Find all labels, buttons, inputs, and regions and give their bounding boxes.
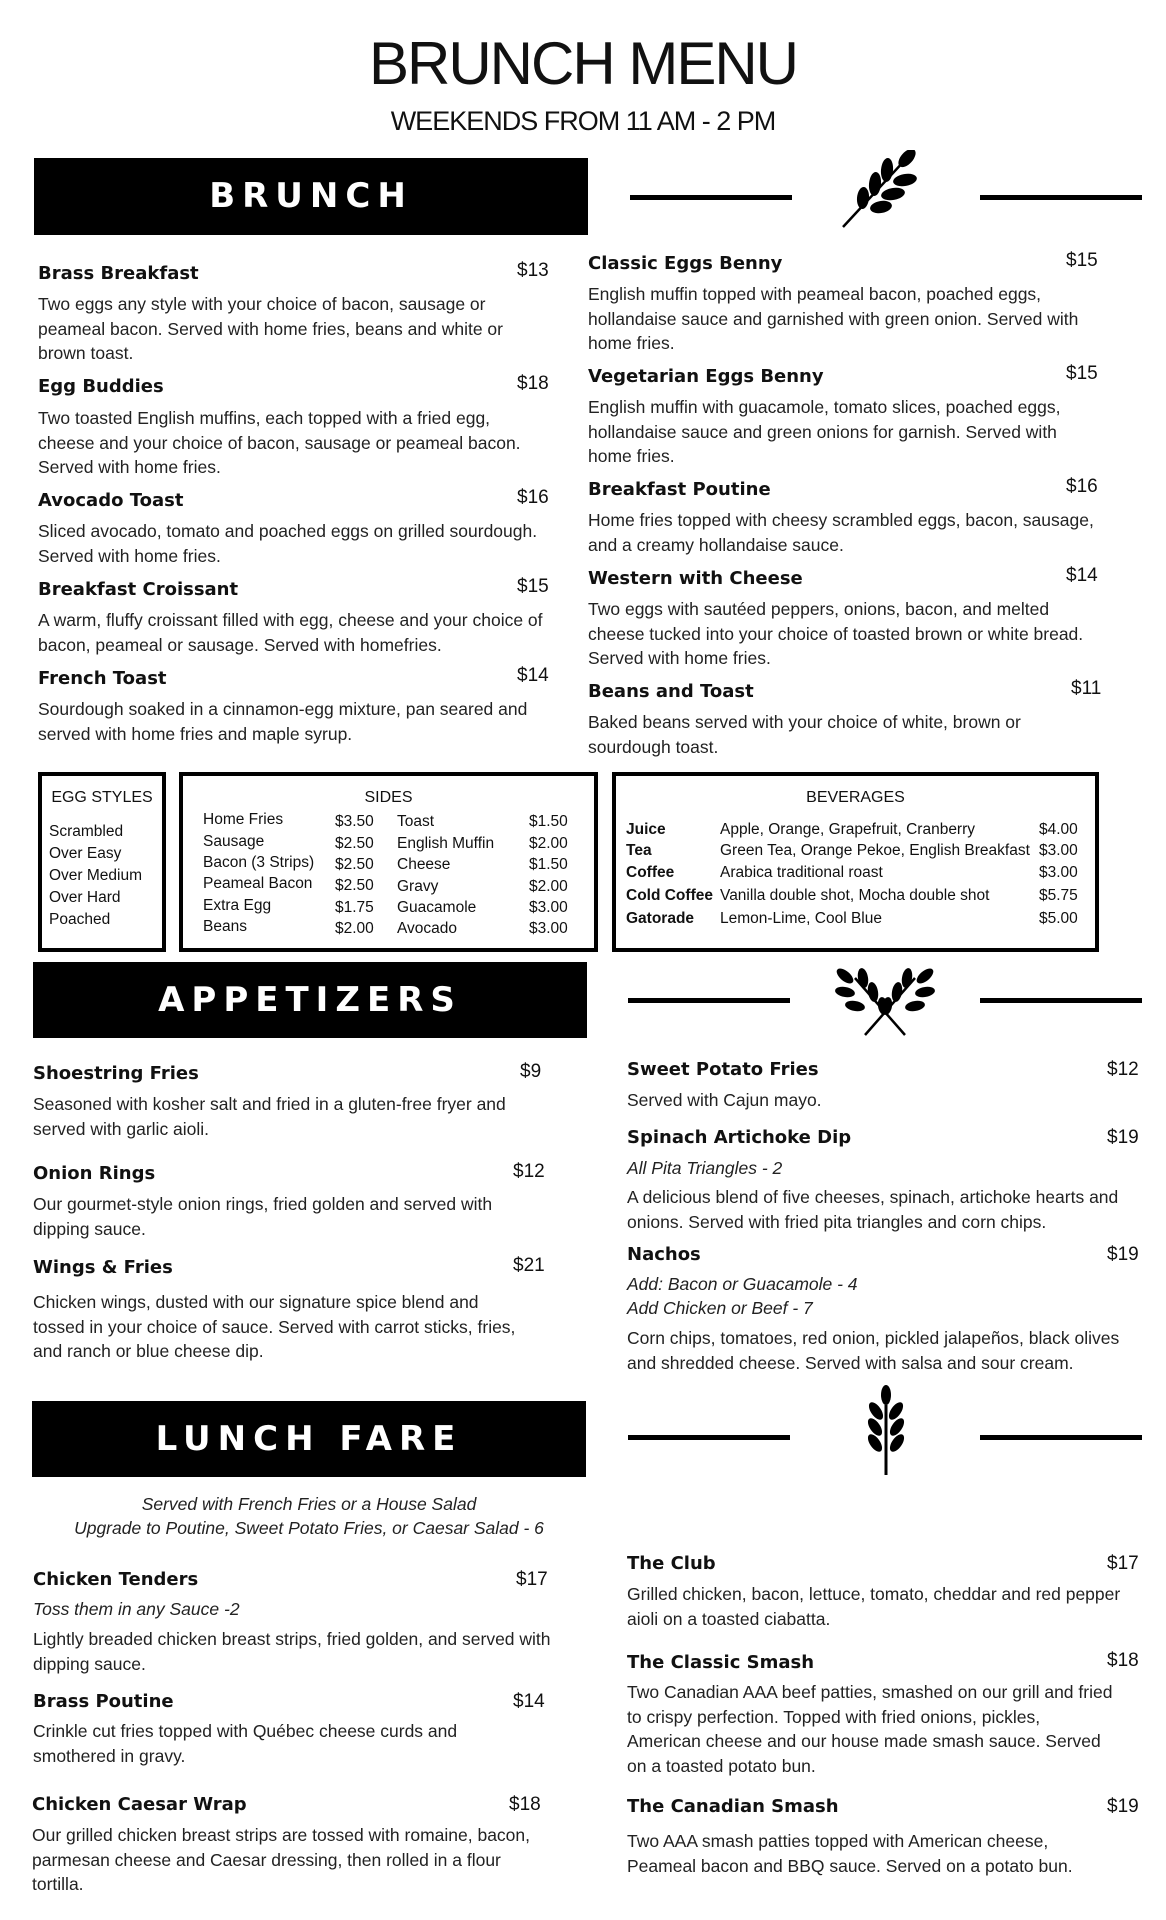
wheat-stalk-icon (858, 1385, 914, 1477)
side-item-name: Home Fries (203, 811, 284, 828)
menu-item-name: Spinach Artichoke Dip (627, 1127, 852, 1148)
menu-item-note: Add: Bacon or Guacamole - 4 (627, 1274, 858, 1294)
menu-item-name: Onion Rings (33, 1163, 156, 1184)
menu-item-desc: Corn chips, tomatoes, red onion, pickled jalapeños, black olives and shredded cheese. Served with salsa and sour cream. (627, 1328, 1120, 1373)
divider-rule (980, 1435, 1142, 1440)
menu-item-name: Wings & Fries (33, 1257, 173, 1278)
side-item-price: $2.50 (335, 877, 374, 894)
menu-item-name: Vegetarian Eggs Benny (588, 366, 824, 387)
side-item-price: $2.50 (335, 835, 374, 852)
side-item-name: Gravy (397, 878, 439, 895)
crossed-wheat-icon (825, 968, 945, 1038)
side-item-price: $3.50 (335, 813, 374, 830)
menu-item-desc: Crinkle cut fries topped with Québec cheese curds and smothered in gravy. (33, 1721, 458, 1766)
side-item-name: Peameal Bacon (203, 875, 313, 892)
side-item-price: $3.00 (529, 899, 568, 916)
menu-item-price: $19 (1107, 1796, 1139, 1817)
menu-item-desc: Grilled chicken, bacon, lettuce, tomato, cheddar and red pepper aioli on a toasted ciabatta. (627, 1584, 1121, 1629)
menu-item-desc: Two AAA smash patties topped with American cheese, Peameal bacon and BBQ sauce. Served on a potato bun. (627, 1831, 1073, 1876)
side-item-name: Toast (397, 813, 435, 830)
menu-item-desc: A delicious blend of five cheeses, spinach, artichoke hearts and onions. Served with fried pita triangles and corn chips. (627, 1187, 1119, 1232)
menu-item-price: $13 (517, 260, 549, 281)
side-item-name: English Muffin (397, 835, 495, 852)
beverage-price: $3.00 (1039, 864, 1078, 881)
menu-item-desc: English muffin with guacamole, tomato slices, poached eggs, hollandaise sauce and green onions for garnish. Served with home fries. (588, 397, 1061, 466)
menu-item-name: Brass Poutine (33, 1691, 174, 1712)
menu-item-price: $14 (513, 1691, 545, 1712)
side-item-name: Extra Egg (203, 897, 272, 914)
menu-item-name: Chicken Tenders (33, 1569, 199, 1590)
menu-item-desc: A warm, fluffy croissant filled with egg, cheese and your choice of bacon, peameal or sausage. Served with homefries. (38, 610, 543, 655)
side-item-price: $2.00 (529, 835, 568, 852)
menu-item-name: Egg Buddies (38, 376, 164, 397)
divider-rule (628, 1435, 790, 1440)
menu-item-note: Add Chicken or Beef - 7 (627, 1298, 813, 1318)
section-title-lunch: LUNCH FARE (155, 1419, 463, 1459)
egg-style-item: Over Medium (49, 867, 143, 884)
menu-item-name: The Classic Smash (627, 1652, 815, 1673)
menu-item-desc: Two eggs any style with your choice of bacon, sausage or peameal bacon. Served with home fries, beans and white or brown toast. (38, 294, 503, 363)
section-title-appetizers: APPETIZERS (158, 980, 462, 1020)
menu-item-price: $11 (1071, 678, 1102, 699)
section-banner-brunch (34, 158, 588, 235)
menu-item-name: Avocado Toast (38, 490, 184, 511)
menu-item-name: The Canadian Smash (627, 1796, 839, 1817)
divider-rule (628, 998, 790, 1003)
menu-item-desc: English muffin topped with peameal bacon, poached eggs, hollandaise sauce and garnished with green onion. Served with home fries. (588, 284, 1079, 353)
menu-item-price: $19 (1107, 1127, 1139, 1148)
divider-rule (980, 195, 1142, 200)
beverage-options: Apple, Orange, Grapefruit, Cranberry (720, 821, 976, 838)
side-item-price: $1.50 (529, 813, 568, 830)
menu-item-desc: Sliced avocado, tomato and poached eggs on grilled sourdough. Served with home fries. (38, 521, 538, 566)
menu-item-name: Western with Cheese (588, 568, 803, 589)
menu-item-name: Breakfast Croissant (38, 579, 239, 600)
menu-item-note: Toss them in any Sauce -2 (33, 1599, 240, 1619)
menu-item-name: Nachos (627, 1244, 701, 1265)
beverage-price: $4.00 (1039, 821, 1078, 838)
menu-item-price: $15 (1066, 363, 1098, 384)
egg-style-item: Over Hard (49, 889, 121, 906)
beverage-name: Tea (626, 842, 652, 859)
beverages-title: BEVERAGES (806, 789, 905, 806)
menu-item-desc: Chicken wings, dusted with our signature spice blend and tossed in your choice of sauce. Served with carrot sticks, fries, and ranch or blue cheese dip. (33, 1292, 516, 1361)
side-item-price: $2.50 (335, 856, 374, 873)
section-banner-lunch (32, 1401, 586, 1477)
beverage-options: Green Tea, Orange Pekoe, English Breakfast (720, 842, 1030, 859)
menu-item-name: Chicken Caesar Wrap (32, 1794, 247, 1815)
beverage-name: Coffee (626, 864, 675, 881)
egg-styles-box (38, 772, 166, 952)
menu-item-desc: Our gourmet-style onion rings, fried golden and served with dipping sauce. (33, 1194, 493, 1239)
egg-styles-title: EGG STYLES (51, 789, 153, 806)
menu-item-name: The Club (627, 1553, 716, 1574)
menu-item-name: Classic Eggs Benny (588, 253, 783, 274)
lunch-intro: Served with French Fries or a House Salad (141, 1494, 477, 1514)
egg-style-item: Over Easy (49, 845, 122, 862)
beverage-name: Gatorade (626, 910, 695, 927)
side-item-price: $2.00 (335, 920, 374, 937)
menu-item-desc: Seasoned with kosher salt and fried in a gluten-free fryer and served with garlic aioli. (33, 1094, 506, 1139)
menu-item-price: $21 (513, 1255, 545, 1276)
lunch-intro-upgrade: Upgrade to Poutine, Sweet Potato Fries, or Caesar Salad - 6 (74, 1518, 544, 1538)
menu-item-price: $12 (513, 1161, 545, 1182)
menu-item-name: Brass Breakfast (38, 263, 199, 284)
beverage-options: Vanilla double shot, Mocha double shot (720, 887, 990, 904)
sides-box (179, 772, 598, 952)
menu-item-price: $18 (517, 373, 549, 394)
side-item-name: Cheese (397, 856, 451, 873)
menu-item-price: $17 (1107, 1553, 1139, 1574)
menu-item-desc: Baked beans served with your choice of white, brown or sourdough toast. (588, 712, 1021, 757)
menu-item-desc: Served with Cajun mayo. (627, 1090, 822, 1110)
menu-item-desc: Two toasted English muffins, each topped with a fried egg, cheese and your choice of bacon, sausage or peameal bacon. Served with home fries. (38, 408, 521, 477)
menu-item-price: $9 (520, 1061, 542, 1082)
menu-item-desc: Our grilled chicken breast strips are tossed with romaine, bacon, parmesan cheese and Caesar dressing, then rolled in a flour tortilla. (32, 1825, 531, 1894)
wheat-sprig-icon (835, 150, 935, 230)
menu-item-desc: Two eggs with sautéed peppers, onions, bacon, and melted cheese tucked into your choice of toasted brown or white bread. Served with home fries. (588, 599, 1084, 668)
menu-item-price: $19 (1107, 1244, 1139, 1265)
menu-item-name: Beans and Toast (588, 681, 754, 702)
side-item-name: Beans (203, 918, 247, 935)
menu-item-price: $15 (1066, 250, 1098, 271)
divider-rule (980, 998, 1142, 1003)
side-item-price: $1.75 (335, 899, 374, 916)
sides-title: SIDES (364, 789, 413, 806)
menu-item-desc: Two Canadian AAA beef patties, smashed on our grill and fried to crispy perfection. Topped with fried onions, pickles, American cheese and our house made smash sauce. Served on a toasted potato bun. (627, 1682, 1113, 1776)
menu-item-price: $14 (517, 665, 549, 686)
section-banner-appetizers (33, 962, 587, 1038)
divider-rule (630, 195, 792, 200)
section-title-brunch: BRUNCH (209, 176, 413, 216)
side-item-name: Bacon (3 Strips) (203, 854, 315, 871)
side-item-price: $3.00 (529, 920, 568, 937)
menu-item-price: $17 (516, 1569, 548, 1590)
side-item-price: $2.00 (529, 878, 568, 895)
menu-item-desc: Home fries topped with cheesy scrambled eggs, bacon, sausage, and a creamy hollandaise sauce. (588, 510, 1094, 555)
egg-style-item: Scrambled (49, 823, 124, 840)
menu-item-desc: Lightly breaded chicken breast strips, fried golden, and served with dipping sauce. (33, 1629, 551, 1674)
menu-item-name: French Toast (38, 668, 167, 689)
menu-item-price: $12 (1107, 1059, 1139, 1080)
side-item-name: Sausage (203, 833, 265, 850)
menu-item-name: Sweet Potato Fries (627, 1059, 819, 1080)
menu-item-price: $14 (1066, 565, 1098, 586)
beverage-price: $3.00 (1039, 842, 1078, 859)
menu-item-name: Breakfast Poutine (588, 479, 771, 500)
egg-style-item: Poached (49, 911, 111, 928)
menu-item-name: Shoestring Fries (33, 1063, 199, 1084)
menu-item-price: $18 (509, 1794, 541, 1815)
menu-item-price: $16 (1066, 476, 1098, 497)
menu-item-price: $16 (517, 487, 549, 508)
side-item-price: $1.50 (529, 856, 568, 873)
menu-item-note: All Pita Triangles - 2 (627, 1158, 783, 1178)
beverage-options: Lemon-Lime, Cool Blue (720, 910, 882, 927)
menu-item-price: $15 (517, 576, 549, 597)
beverage-price: $5.75 (1039, 887, 1078, 904)
side-item-name: Avocado (397, 920, 458, 937)
menu-item-price: $18 (1107, 1650, 1139, 1671)
beverages-box (612, 772, 1099, 952)
menu-item-desc: Sourdough soaked in a cinnamon-egg mixture, pan seared and served with home fries and maple syrup. (38, 699, 528, 744)
beverage-name: Cold Coffee (626, 887, 713, 904)
page-title: BRUNCH MENU (369, 30, 797, 97)
side-item-name: Guacamole (397, 899, 477, 916)
beverage-name: Juice (626, 821, 666, 838)
beverage-price: $5.00 (1039, 910, 1078, 927)
beverage-options: Arabica traditional roast (720, 864, 883, 881)
page-subtitle: WEEKENDS FROM 11 AM - 2 PM (390, 106, 776, 136)
